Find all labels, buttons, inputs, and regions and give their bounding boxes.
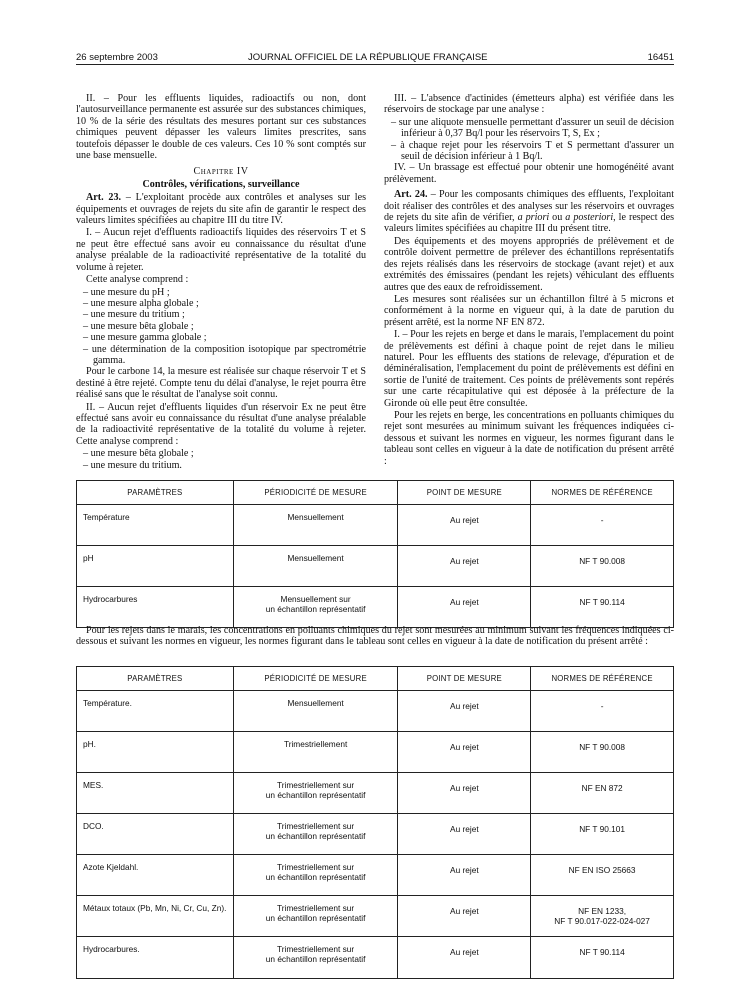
column-header: PÉRIODICITÉ DE MESURE (233, 481, 398, 505)
article-24-a-priori: a priori (517, 212, 550, 224)
periodicite-line: Trimestriellement sur (277, 903, 355, 913)
cell-periodicite (233, 587, 398, 628)
right-column (384, 93, 674, 468)
cell-point: Au rejet (398, 855, 531, 896)
table-row (77, 505, 674, 546)
table-row (77, 855, 674, 896)
table-marais (76, 666, 674, 979)
list-item: – une mesure du tritium ; (83, 309, 185, 321)
paragraph-I-radioactive: I. – Aucun rejet d'effluents radioactifs liquides des réservoirs T et S ne peut être effectué sans avoir eu connaissance du résultat d'une analyse préalable de la radioactivité représentative de la totalité du volume à rejeter. (76, 227, 366, 273)
cell-parametre: Température. (77, 691, 234, 732)
cell-parametre: Température (77, 505, 234, 546)
list-item: – une mesure alpha globale ; (83, 297, 199, 309)
table-header-row (77, 667, 674, 691)
paragraph-carbone-14: Pour le carbone 14, la mesure est réalisée sur chaque réservoir T et S destiné à être rejeté. Compte tenu du délai d'analyse, le rejet pourra être réalisé sans que le résultat de l'analyse soit connu. (76, 366, 366, 401)
cell-point: Au rejet (398, 773, 531, 814)
paragraph-autosurveillance: II. – Pour les effluents liquides, radioactifs ou non, dont l'autosurveillance permanente est assurée sur des substances chimiques, 10 % de la série des résultats des mesures portant sur ces substances chimiques peuvent dépasser les valeurs limites prescrites, sans toutefois dépasser le double de ces valeurs. Ces 10 % sont comptés sur une base mensuelle. (76, 93, 366, 162)
table-row (77, 587, 674, 628)
norme-line: NF EN 872 (581, 783, 623, 793)
paragraph-IV-brassage: IV. – Un brassage est effectué pour obtenir une homogénéité avant prélèvement. (384, 162, 674, 185)
periodicite-line: Mensuellement (287, 553, 344, 563)
column-header: PÉRIODICITÉ DE MESURE (233, 667, 398, 691)
list-item: – une mesure gamma globale ; (83, 332, 207, 344)
cell-point: Au rejet (398, 896, 531, 937)
norme-line: - (600, 701, 604, 711)
column-header: PARAMÈTRES (77, 481, 234, 505)
paragraph-I-berge-marais: I. – Pour les rejets en berge et dans le marais, l'emplacement du point de prélèvements est défini à chaque point de rejet dans le milieu naturel. Pour les effluents des stations de relevage, d'épuration et de déminéralisation, l'emplacement du point de prélèvements est défini en sortie de l'unité de traitement. Ces points de prélèvements sont repérés sur une carte récapitulative qui est déposée à la préfecture de la Gironde où elle peut être consultée. (384, 329, 674, 409)
norme-line: NF T 90.114 (579, 947, 625, 957)
periodicite-line: Trimestriellement (283, 739, 348, 749)
table-berge (76, 480, 674, 628)
cell-parametre: MES. (77, 773, 234, 814)
analyse-intro: Cette analyse comprend : (86, 274, 189, 286)
norme-line: NF EN ISO 25663 (568, 865, 636, 875)
paragraph-mesures-filtre: Les mesures sont réalisées sur un échantillon filtré à 5 microns et conformément à la norme en vigueur qui, à la date de parution du présent arrêté, est la norme NF EN 872. (384, 293, 674, 328)
article-23-label: Art. 23. (86, 192, 122, 204)
periodicite-line: Trimestriellement sur (277, 821, 355, 831)
cell-norme (531, 773, 674, 814)
cell-periodicite (233, 896, 398, 937)
cell-norme (531, 814, 674, 855)
periodicite-sample: un échantillon représentatif (265, 954, 366, 964)
periodicite-sample: un échantillon représentatif (265, 913, 366, 923)
list-item: – une mesure du tritium. (83, 459, 182, 471)
cell-periodicite (233, 773, 398, 814)
cell-parametre: Hydrocarbures (77, 587, 234, 628)
periodicite-line: Mensuellement (287, 698, 344, 708)
chapter-title: Contrôles, vérifications, surveillance (142, 178, 300, 190)
cell-parametre: pH (77, 546, 234, 587)
cell-point: Au rejet (398, 691, 531, 732)
periodicite-line: Trimestriellement sur (277, 944, 355, 954)
list-item: – une mesure du pH ; (83, 286, 170, 298)
periodicite-sample: un échantillon représentatif (265, 872, 366, 882)
cell-point: Au rejet (398, 546, 531, 587)
column-header: PARAMÈTRES (77, 667, 234, 691)
cell-norme (531, 855, 674, 896)
norme-line: NF T 90.008 (579, 742, 626, 752)
table-row (77, 546, 674, 587)
cell-periodicite (233, 855, 398, 896)
paragraph-III-actinides: III. – L'absence d'actinides (émetteurs alpha) est vérifiée dans les réservoirs de stockage par une analyse : (384, 93, 674, 116)
table-header-row (77, 481, 674, 505)
cell-norme (531, 732, 674, 773)
cell-point: Au rejet (398, 732, 531, 773)
paragraph-rejets-berge: Pour les rejets en berge, les concentrations en polluants chimiques du rejet sont mesurées au minimum suivant les fréquences indiquées ci-dessous et suivant les normes en vigueur, les normes figurant dans le tableau sont celles en vigueur à la date de notification du présent arrêté : (384, 409, 674, 467)
article-24 (384, 189, 674, 235)
table-row (77, 937, 674, 979)
paragraph-rejets-marais: Pour les rejets dans le marais, les concentrations en polluants chimiques du rejet sont mesurées au minimum suivant les fréquences indiquées ci-dessous et suivant les normes en vigueur, les normes figurant dans le tableau sont celles en vigueur à la date de notification du présent arrêté : (76, 625, 674, 648)
header-date: 26 septembre 2003 (76, 52, 158, 63)
periodicite-line: Mensuellement (287, 512, 344, 522)
table-row (77, 814, 674, 855)
column-header: NORMES DE RÉFÉRENCE (531, 481, 674, 505)
cell-periodicite (233, 732, 398, 773)
periodicite-line: Trimestriellement sur (277, 862, 355, 872)
cell-point: Au rejet (398, 814, 531, 855)
column-header: POINT DE MESURE (398, 667, 531, 691)
article-23-text: – L'exploitant procède aux contrôles et analyses sur les équipements et ouvrages de rejets du site afin de garantir le respect des valeurs limites spécifiées au chapitre III du titre IV. (76, 192, 367, 227)
article-24-ou: ou (549, 212, 566, 224)
periodicite-line: Mensuellement sur (280, 594, 351, 604)
list-item: – à chaque rejet pour les réservoirs T et S permettant d'assurer un seuil de décision inférieur à 1 Bq/l. (391, 139, 674, 163)
norme-line: NF T 90.101 (579, 824, 626, 834)
periodicite-sample: un échantillon représentatif (265, 790, 366, 800)
cell-periodicite (233, 937, 398, 979)
cell-parametre: Métaux totaux (Pb, Mn, Ni, Cr, Cu, Zn). (77, 896, 234, 937)
paragraph-equipements: Des équipements et des moyens appropriés de prélèvement et de contrôle doivent permettre de prélever des échantillons représentatifs des rejets réalisés dans les réservoirs de stockage (avant rejet) et aux extrémités des émissaires (pendant les rejets) véhiculant des effluents autres que des eaux de refroidissement. (384, 235, 674, 293)
cell-norme (531, 896, 674, 937)
article-24-label: Art. 24. (394, 189, 428, 201)
cell-parametre: Hydrocarbures. (77, 937, 234, 979)
table-row (77, 896, 674, 937)
norme-line: NF EN 1233, (578, 906, 627, 916)
cell-periodicite (233, 691, 398, 732)
cell-norme (531, 937, 674, 979)
cell-parametre: Azote Kjeldahl. (77, 855, 234, 896)
column-header: POINT DE MESURE (398, 481, 531, 505)
cell-norme (531, 691, 674, 732)
table-row (77, 773, 674, 814)
list-item: – une détermination de la composition isotopique par spectrométrie gamma. (83, 343, 366, 366)
column-header: NORMES DE RÉFÉRENCE (531, 667, 674, 691)
periodicite-line: Trimestriellement sur (277, 780, 355, 790)
periodicite-sample: un échantillon représentatif (265, 831, 366, 841)
cell-point: Au rejet (398, 937, 531, 979)
journal-title: JOURNAL OFFICIEL DE LA RÉPUBLIQUE FRANÇAISE (248, 52, 488, 63)
chapter-heading: Chapitre IV (193, 166, 249, 178)
actinides-list (384, 117, 674, 163)
cell-norme: NF T 90.114 (531, 587, 674, 628)
article-23 (76, 192, 366, 226)
norme-line: NF T 90.017-022-024-027 (554, 916, 650, 926)
cell-point: Au rejet (398, 505, 531, 546)
table-row (77, 732, 674, 773)
left-column (76, 93, 366, 471)
page-number: 16451 (647, 52, 674, 63)
cell-periodicite (233, 546, 398, 587)
cell-norme: NF T 90.008 (531, 546, 674, 587)
cell-parametre: pH. (77, 732, 234, 773)
article-24-a-posteriori: a posteriori (565, 212, 614, 224)
table-row (77, 691, 674, 732)
cell-parametre: DCO. (77, 814, 234, 855)
analyse-list (76, 287, 366, 367)
article-24-text-b: , le respect des valeurs limites spécifiées au chapitre III du présent titre. (384, 212, 675, 235)
cell-point: Au rejet (398, 587, 531, 628)
cell-periodicite (233, 505, 398, 546)
cell-periodicite (233, 814, 398, 855)
analyse-list-ex (76, 448, 366, 471)
paragraph-II-reservoir-ex: II. – Aucun rejet d'effluents liquides d'un réservoir Ex ne peut être effectué sans avoir eu connaissance du résultat d'une analyse préalable de la radioactivité représentative de la totalité du volume à rejeter. Cette analyse comprend : (76, 401, 366, 447)
list-item: – sur une aliquote mensuelle permettant d'assurer un seuil de décision inférieur à 0,37 Bq/l pour les réservoirs T, S, Ex ; (391, 116, 674, 140)
list-item: – une mesure bêta globale ; (83, 448, 194, 460)
list-item: – une mesure bêta globale ; (83, 320, 194, 332)
article-24-text-a: – Pour les composants chimiques des effluents, l'exploitant doit réaliser des contrôles et des analyses sur les réservoirs et ouvrages de rejets du site afin de vérifier, (384, 189, 674, 224)
periodicite-sample: un échantillon représentatif (265, 604, 366, 614)
cell-norme: - (531, 505, 674, 546)
header-rule (76, 64, 674, 65)
